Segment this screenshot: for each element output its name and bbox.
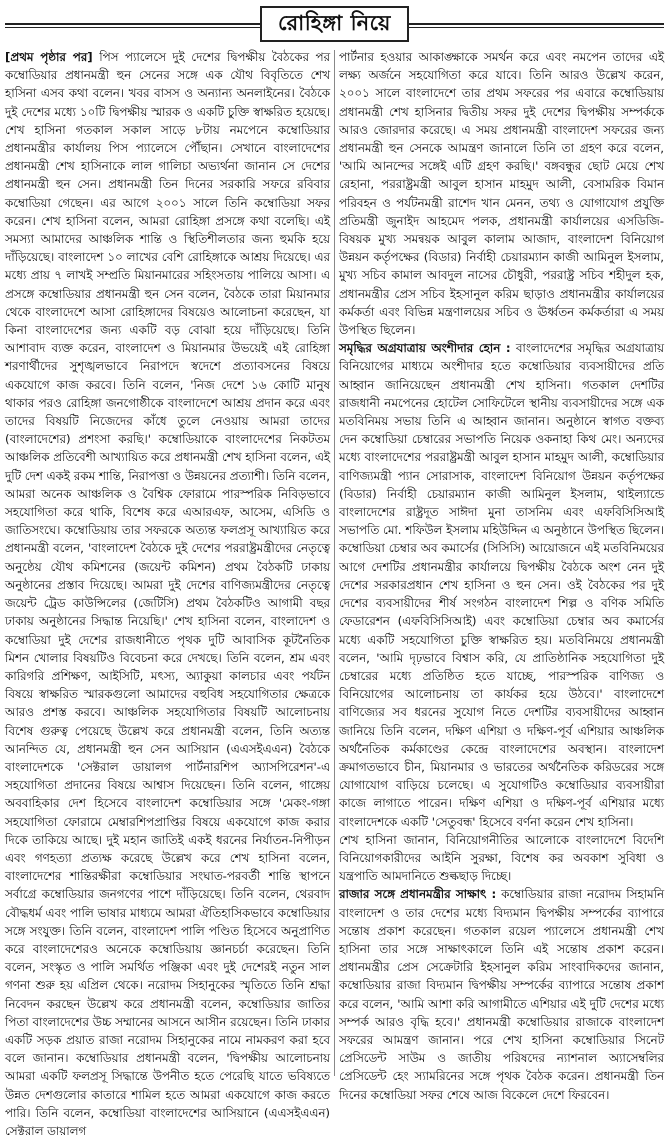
section-header	[5, 4, 664, 44]
right-paragraph-text: শেখ হাসিনা জানান, বিনিয়োগনীতির আলোকে বাংলাদেশে বিদেশি বিনিয়োগকারীদের আইনি সুরক্ষা, বিশেষ কর অবকাশ সুবিধা ও যন্ত্রপাতি আমদানিতে শুল্কছাড় দিচ্ছে।	[339, 832, 664, 884]
headline: রোহিঙ্গা নিয়ে	[260, 6, 409, 42]
subheading: সমৃদ্ধির অগ্রযাত্রায় অংশীদার হোন :	[339, 341, 511, 356]
right-paragraph-text: পার্টনার হওয়ার আকাঙ্ক্ষাকে সমর্থন করে এবং নমপেন তাদের এই লক্ষ্য অর্জনে সহযোগিতা করে যাবে। তিনি আরও উল্লেখ করেন, ২০০১ সালে বাংলাদেশে তার প্রথম সফরের পর এবারে কম্বোডিয়ায় প্রধানমন্ত্রী শেখ হাসিনার দ্বিতীয় সফর দুই দেশের দ্বিপক্ষীয় সম্পর্ককে আরও জোরদার করেছে। এ সময় প্রধানমন্ত্রী বাংলাদেশ সফরের জন্য প্রধানমন্ত্রী হুন সেনকে আমন্ত্রণ জানালে তিনি তা গ্রহণ করে বলেন, 'আমি আনন্দের সঙ্গেই এটি গ্রহণ করছি।' বঙ্গবন্ধুর ছোট মেয়ে শেখ রেহানা, পররাষ্ট্রমন্ত্রী আবুল হাসান মাহমুদ আলী, বেসামরিক বিমান পরিবহন ও পর্যটনমন্ত্রী রাশেদ খান মেনন, তথ্য ও যোগাযোগ প্রযুক্তি প্রতিমন্ত্রী জুনাইদ আহমেদ পলক, প্রধানমন্ত্রী কার্যালয়ের এসডিজি-বিষয়ক মুখ্য সমন্বয়ক আবুল কালাম আজাদ, বাংলাদেশ বিনিয়োগ উন্নয়ন কর্তৃপক্ষের (বিডার) নির্বাহী চেয়ারম্যান কাজী আমিনুল ইসলাম, মুখ্য সচিব কামাল আবদুল নাসের চৌধুরী, পররাষ্ট্র সচিব শহীদুল হক, প্রধানমন্ত্রীর প্রেস সচিব ইহসানুল করিম ছাড়াও প্রধানমন্ত্রীর কার্যালয়ের কর্মকর্তা এবং বিভিন্ন মন্ত্রণালয়ের সচিব ও ঊর্ধ্বতন কর্মকর্তারা এ সময় উপস্থিত ছিলেন।	[339, 50, 664, 338]
right-paragraph	[339, 48, 664, 339]
right-paragraph	[339, 885, 664, 1103]
right-paragraph	[339, 831, 664, 886]
right-paragraph	[339, 339, 664, 830]
left-paragraph	[5, 48, 330, 1140]
article-body	[5, 48, 664, 1138]
right-paragraph-text: বাংলাদেশের সমৃদ্ধির অগ্রযাত্রায় বিনিয়োগের মাধ্যমে অংশীদার হতে কম্বোডিয়ার ব্যবসায়ীদের প্রতি আহ্বান জানিয়েছেন প্রধানমন্ত্রী শেখ হাসিনা। গতকাল দেশটির রাজধানী নমপেনের হোটেল সোফিটেলে স্থানীয় ব্যবসায়ীদের সঙ্গে এক মতবিনিময় সভায় তিনি এ আহ্বান জানান। অনুষ্ঠানে স্বাগত বক্তব্য দেন কম্বোডিয়া চেম্বারের সভাপতি নিয়েক ওকনাহা কিথ মেং। অন্যদের মধ্যে বাংলাদেশের পররাষ্ট্রমন্ত্রী আবুল হাসান মাহমুদ আলী, কম্বোডিয়ার বাণিজ্যমন্ত্রী প্যান সোরাসাক, বাংলাদেশ বিনিয়োগ উন্নয়ন কর্তৃপক্ষের (বিডার) নির্বাহী চেয়ারম্যান কাজী আমিনুল ইসলাম, থাইল্যান্ডে বাংলাদেশের রাষ্ট্রদূত সাঈদা মুনা তাসনিম এবং এফবিসিসিআই সভাপতি মো. শফিউল ইসলাম মহিউদ্দিন এ অনুষ্ঠানে উপস্থিত ছিলেন। কম্বোডিয়া চেম্বার অব কমার্সের (সিসিসি) আয়োজনে এই মতবিনিময়ের আগে দেশটির প্রধানমন্ত্রীর কার্যালয়ে দ্বিপক্ষীয় বৈঠকে অংশ নেন দুই দেশের সরকারপ্রধান শেখ হাসিনা ও হুন সেন। ওই বৈঠকের পর দুই দেশের ব্যবসায়ীদের শীর্ষ সংগঠন বাংলাদেশ শিল্প ও বণিক সমিতি ফেডারেশন (এফবিসিসিআই) এবং কম্বোডিয়া চেম্বার অব কমার্সের মধ্যে একটি সহযোগিতা চুক্তি স্বাক্ষরিত হয়। মতবিনিময়ে প্রধানমন্ত্রী বলেন, 'আমি দৃঢ়ভাবে বিশ্বাস করি, যে প্রাতিষ্ঠানিক সহযোগিতা দুই চেম্বারের মধ্যে প্রতিষ্ঠিত হতে যাচ্ছে, পারস্পরিক বাণিজ্য ও বিনিয়োগের আলোচনায় তা কার্যকর হয়ে উঠবে।' বাংলাদেশে বাণিজ্যের সব ধরনের সুযোগ নিতে দেশটির ব্যবসায়ীদের আহ্বান জানিয়ে তিনি বলেন, দক্ষিণ এশিয়া ও দক্ষিণ-পূর্ব এশিয়ার আঞ্চলিক অর্থনৈতিক কর্মকাণ্ডের কেন্দ্রে বাংলাদেশের অবস্থান। বাংলাদেশ ক্রমাগতভাবে চীন, মিয়ানমার ও ভারতের অর্থনৈতিক করিডরের সঙ্গে যোগাযোগ বাড়িয়ে চলেছে। এ সুযোগটিও কম্বোডিয়ার ব্যবসায়ীরা কাজে লাগাতে পারেন। দক্ষিণ এশিয়া ও দক্ষিণ-পূর্ব এশিয়ার মধ্যে বাংলাদেশকে একটি 'সেতুবন্ধ' হিসেবে বর্ণনা করেন শেখ হাসিনা।	[339, 341, 664, 829]
subheading: রাজার সঙ্গে প্রধানমন্ত্রীর সাক্ষাৎ :	[339, 887, 497, 902]
right-paragraph-text: কম্বোডিয়ার রাজা নরোদম সিহামনি বাংলাদেশ ও তার দেশের মধ্যে বিদ্যমান দ্বিপক্ষীয় সম্পর্কের ব্যাপারে সন্তোষ প্রকাশ করেছেন। গতকাল রয়েল প্যালেসে প্রধানমন্ত্রী শেখ হাসিনা তার সঙ্গে সাক্ষাৎকালে তিনি এই সন্তোষ প্রকাশ করেন। প্রধানমন্ত্রীর প্রেস সেক্রেটারি ইহসানুল করিম সাংবাদিকদের জানান, কম্বোডিয়ার রাজা বিদ্যমান দ্বিপক্ষীয় সম্পর্কের ব্যাপারে সন্তোষ প্রকাশ করে বলেন, 'আমি আশা করি আগামীতে এশিয়ার এই দুটি দেশের মধ্যে সম্পর্ক আরও বৃদ্ধি হবে।' প্রধানমন্ত্রী কম্বোডিয়ার রাজাকে বাংলাদেশ সফরের আমন্ত্রণ জানান। পরে শেখ হাসিনা কম্বোডিয়ার সিনেট প্রেসিডেন্ট সাউম ও জাতীয় পরিষদের ন্যাশনাল অ্যাসেম্বলির প্রেসিডেন্ট হেং স্যামরিনের সঙ্গে পৃথক বৈঠক করেন। প্রধানমন্ত্রী তিন দিনের কম্বোডিয়া সফর শেষে আজ বিকেলে দেশে ফিরবেন।	[339, 887, 664, 1102]
left-paragraph-text: পিস প্যালেসে দুই দেশের দ্বিপক্ষীয় বৈঠকের পর কম্বোডিয়ার প্রধানমন্ত্রী হুন সেনের সঙ্গে এক যৌথ বিবৃতিতে শেখ হাসিনা এসব কথা বলেন। খবর বাসস ও অন্যান্য অনলাইনের। বৈঠকে দুই দেশের মধ্যে ১০টি দ্বিপক্ষীয় স্মারক ও একটি চুক্তি স্বাক্ষরিত হয়েছে। শেখ হাসিনা গতকাল সকাল সাড়ে ৮টায় নমপেনে কম্বোডিয়ার প্রধানমন্ত্রীর কার্যালয় পিস প্যালেসে পৌঁছান। সেখানে বাংলাদেশের প্রধানমন্ত্রী শেখ হাসিনাকে লাল গালিচা অভ্যর্থনা জানান সে দেশের প্রধানমন্ত্রী হুন সেন। প্রধানমন্ত্রী তিন দিনের সরকারি সফরে রবিবার কম্বোডিয়া গেছেন। এর আগে ২০০১ সালে তিনি কম্বোডিয়া সফর করেন। শেখ হাসিনা বলেন, আমরা রোহিঙ্গা প্রসঙ্গে কথা বলেছি। এই সমস্যা আমাদের আঞ্চলিক শান্তি ও স্থিতিশীলতার জন্য হুমকি হয়ে দাঁড়িয়েছে। বাংলাদেশ ১০ লাখের বেশি রোহিঙ্গাকে আশ্রয় দিয়েছে। এর মধ্যে প্রায় ৭ লাখই সম্প্রতি মিয়ানমারের সহিংসতায় পালিয়ে আসা। এ প্রসঙ্গে কম্বোডিয়ার প্রধানমন্ত্রী হুন সেন বলেন, বৈঠকে তারা মিয়ানমার থেকে বাংলাদেশে আসা রোহিঙ্গাদের বিষয়েও আলোচনা করেছেন, যা কিনা বাংলাদেশের জন্য একটি বড় বোঝা হয়ে দাঁড়িয়েছে। তিনি আশাবাদ ব্যক্ত করেন, বাংলাদেশ ও মিয়ানমার উভয়েই এই রোহিঙ্গা শরণার্থীদের সুশৃঙ্খলভাবে নিরাপদে স্বদেশে প্রত্যাবসনের বিষয়ে একযোগে কাজ করবে। তিনি বলেন, 'নিজ দেশে ১৬ কোটি মানুষ থাকার পরও রোহিঙ্গা জনগোষ্ঠীকে বাংলাদেশে আশ্রয় প্রদান করে এবং তাদের বিষয়টি নিজেদের কাঁধে তুলে নেওয়ায় আমরা তাদের (বাংলাদেশের) প্রশংসা করছি।' কম্বোডিয়াকে বাংলাদেশের নিকটতম আঞ্চলিক প্রতিবেশী আখ্যায়িত করে প্রধানমন্ত্রী শেখ হাসিনা বলেন, এই দুটি দেশ একই রকম শান্তি, নিরাপত্তা ও উন্নয়নের প্রত্যাশী। তিনি বলেন, আমরা অনেক আঞ্চলিক ও বৈশ্বিক ফোরামে পারস্পরিক নিবিড়ভাবে সহযোগিতা করে থাকি, বিশেষ করে এআরএফ, আসেম, এসিডি ও জাতিসংঘে। কম্বোডিয়ায় তার সফরকে অত্যন্ত ফলপ্রসূ আখ্যায়িত করে প্রধানমন্ত্রী বলেন, 'বাংলাদেশ বৈঠকে দুই দেশের পররাষ্ট্রমন্ত্রীদের নেতৃত্বে অনুষ্ঠেয় যৌথ কমিশনের (জয়েন্ট কমিশন) প্রথম বৈঠকটি ঢাকায় অনুষ্ঠানের প্রস্তাব দিয়েছে। আমরা দুই দেশের বাণিজ্যমন্ত্রীদের নেতৃত্বে জয়েন্ট ট্রেড কাউন্সিলের (জেটিসি) প্রথম বৈঠকটিও আগামী বছর ঢাকায় অনুষ্ঠানের সিদ্ধান্ত নিয়েছি।' শেখ হাসিনা বলেন, বাংলাদেশ ও কম্বোডিয়া দুই দেশের রাজধানীতে পৃথক দুটি আবাসিক কূটনৈতিক মিশন খোলার বিষয়টিও বিবেচনা করে দেখছে। তিনি বলেন, শ্রম এবং কারিগরি প্রশিক্ষণ, আইসিটি, মৎস্য, অ্যাকুয়া কালচার এবং পর্যটন বিষয়ে স্বাক্ষরিত স্মারকগুলো আমাদের বহুবিধ সহযোগিতার ক্ষেত্রকে আরও প্রশস্ত করবে। আঞ্চলিক সহযোগিতার বিষয়টি আলোচনায় বিশেষ গুরুত্ব পেয়েছে উল্লেখ করে প্রধানমন্ত্রী বলেন, তিনি অত্যন্ত আনন্দিত যে, প্রধানমন্ত্রী হুন সেন আসিয়ান (এএসইএএন) বৈঠকে বাংলাদেশকে 'সেক্টরাল ডায়ালগ পার্টনারশিপ অ্যাসপিরেশন'-এ সহযোগিতা প্রদানের বিষয়ে আশ্বাস দিয়েছেন। তিনি বলেন, গাঙ্গেয় অববাহিকার দেশ হিসেবে বাংলাদেশ কম্বোডিয়ার সঙ্গে 'মেকং-গঙ্গা সহযোগিতা ফোরামে মেম্বারশিপপ্রাপ্তির বিষয়ে একযোগে কাজ করার দিকে তাকিয়ে আছে। দুই মহান জাতিই একই ধরনের নির্যাতন-নিপীড়ন এবং গণহত্যা প্রত্যক্ষ করেছে উল্লেখ করে শেখ হাসিনা বলেন, বাংলাদেশের শান্তিরক্ষীরা কম্বোডিয়ার সংঘাত-পরবর্তী শান্তি স্থাপনে সর্বাগ্রে কম্বোডিয়ার জনগণের পাশে দাঁড়িয়েছে। তিনি বলেন, থেরবাদ বৌদ্ধধর্ম এবং পালি ভাষার মাধ্যমে আমরা ঐতিহাসিকভাবে কম্বোডিয়ার সঙ্গে সংযুক্ত। তিনি বলেন, বাংলাদেশ পালি পণ্ডিত হিসেবে অনুপ্রাণিত করে বাংলাদেশেরও অনেকে কম্বোডিয়ায় জ্ঞানচর্চা করেছেন। তিনি বলেন, সংস্কৃত ও পালি সমর্থিত পঞ্জিকা এবং দুই দেশেরই নতুন সাল গণনা শুরু হয় এপ্রিল থেকে। নরোদম সিহানুকের স্মৃতিতে তিনি শ্রদ্ধা নিবেদন করছেন উল্লেখ করে প্রধানমন্ত্রী বলেন, কম্বোডিয়ার জাতির পিতা বাংলাদেশের উচ্চ সম্মানের আসনে আসীন রয়েছেন। তিনি ঢাকার একটি সড়ক প্রয়াত রাজা নরোদম সিহানুকের নামে নামকরণ করা হবে বলে জানান। কম্বোডিয়ার প্রধানমন্ত্রী বলেন, 'দ্বিপক্ষীয় আলোচনায় আমরা একটি ফলপ্রসূ সিদ্ধান্তে উপনীত হতে পেরেছি যাতে ভবিষ্যতে উন্নত দেশগুলোর কাতারে শামিল হতে আমরা একযোগে কাজ করতে পারি। তিনি বলেন, কম্বোডিয়া বাংলাদেশের আসিয়ানে (এএসইএএন) সেক্টরাল ডায়ালগ	[5, 50, 331, 1138]
right-column	[339, 48, 664, 1102]
continuation-tag: [প্রথম পৃষ্ঠার পর]	[5, 50, 93, 64]
column-divider	[334, 50, 335, 1076]
left-column	[5, 48, 331, 1138]
